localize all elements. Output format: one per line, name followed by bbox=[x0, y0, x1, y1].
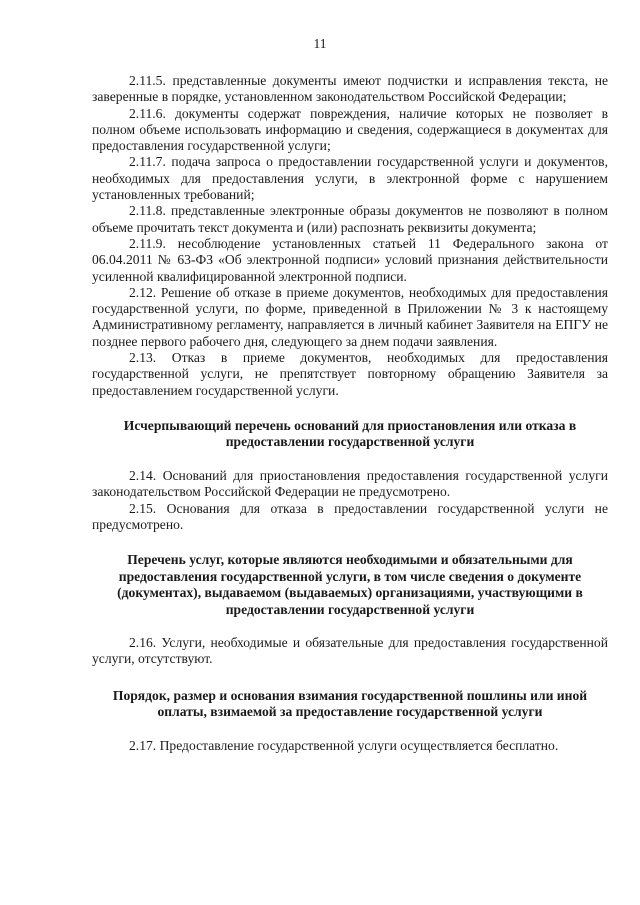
section-heading-state-fee: Порядок, размер и основания взимания государственной пошлины или иной оплаты, взимаемой за предоставление государственной услуги bbox=[112, 687, 588, 720]
page-number: 11 bbox=[313, 36, 327, 51]
section-heading-grounds-suspension-refusal: Исчерпывающий перечень оснований для приостановления или отказа в предоставлении государственной услуги bbox=[123, 417, 577, 450]
paragraph-2-11-6: 2.11.6. документы содержат повреждения, наличие которых не позволяет в полном объеме использовать информацию и сведения, содержащиеся в документах для предоставления государственной услуги; bbox=[92, 105, 608, 154]
paragraph-2-11-5: 2.11.5. представленные документы имеют подчистки и исправления текста, не заверенные в порядке, установленном законодательством Российской Федерации; bbox=[92, 73, 608, 105]
paragraph-2-11-8: 2.11.8. представленные электронные образы документов не позволяют в полном объеме прочитать текст документа и (или) распознать реквизиты документа; bbox=[92, 203, 608, 235]
paragraph-2-13: 2.13. Отказ в приеме документов, необходимых для предоставления государственной услуги, не препятствует повторному обращению Заявителя за предоставлением государственной услуги. bbox=[92, 350, 608, 398]
paragraph-2-15: 2.15. Основания для отказа в предоставлении государственной услуги не предусмотрено. bbox=[92, 500, 608, 532]
paragraph-2-11-9: 2.11.9. несоблюдение установленных статьей 11 Федерального закона от 06.04.2011 № 63-ФЗ «Об электронной подписи» условий признания действительности усиленной квалифицированной электронной подписи. bbox=[92, 235, 608, 284]
paragraph-2-12: 2.12. Решение об отказе в приеме документов, необходимых для предоставления государственной услуги, по форме, приведенной в Приложении № 3 к настоящему Административному регламенту, направляется в личный кабинет Заявителя на ЕПГУ не позднее первого рабочего дня, следующего за днем подачи заявления. bbox=[92, 284, 608, 349]
document-body bbox=[92, 73, 608, 754]
paragraph-2-16: 2.16. Услуги, необходимые и обязательные для предоставления государственной услуги, отсутствуют. bbox=[92, 635, 608, 667]
section-heading-required-services: Перечень услуг, которые являются необходимыми и обязательными для предоставления государственной услуги, в том числе сведения о документе (документах), выдаваемом (выдаваемых) организациями, участвующими в предоставлении государственной услуги bbox=[117, 552, 583, 617]
paragraph-2-14: 2.14. Оснований для приостановления предоставления государственной услуги законодательством Российской Федерации не предусмотрено. bbox=[92, 467, 608, 500]
paragraph-2-11-7: 2.11.7. подача запроса о предоставлении государственной услуги и документов, необходимых для предоставления услуги, в электронной форме с нарушением установленных требований; bbox=[92, 154, 608, 203]
paragraph-2-17: 2.17. Предоставление государственной услуги осуществляется бесплатно. bbox=[129, 737, 559, 753]
